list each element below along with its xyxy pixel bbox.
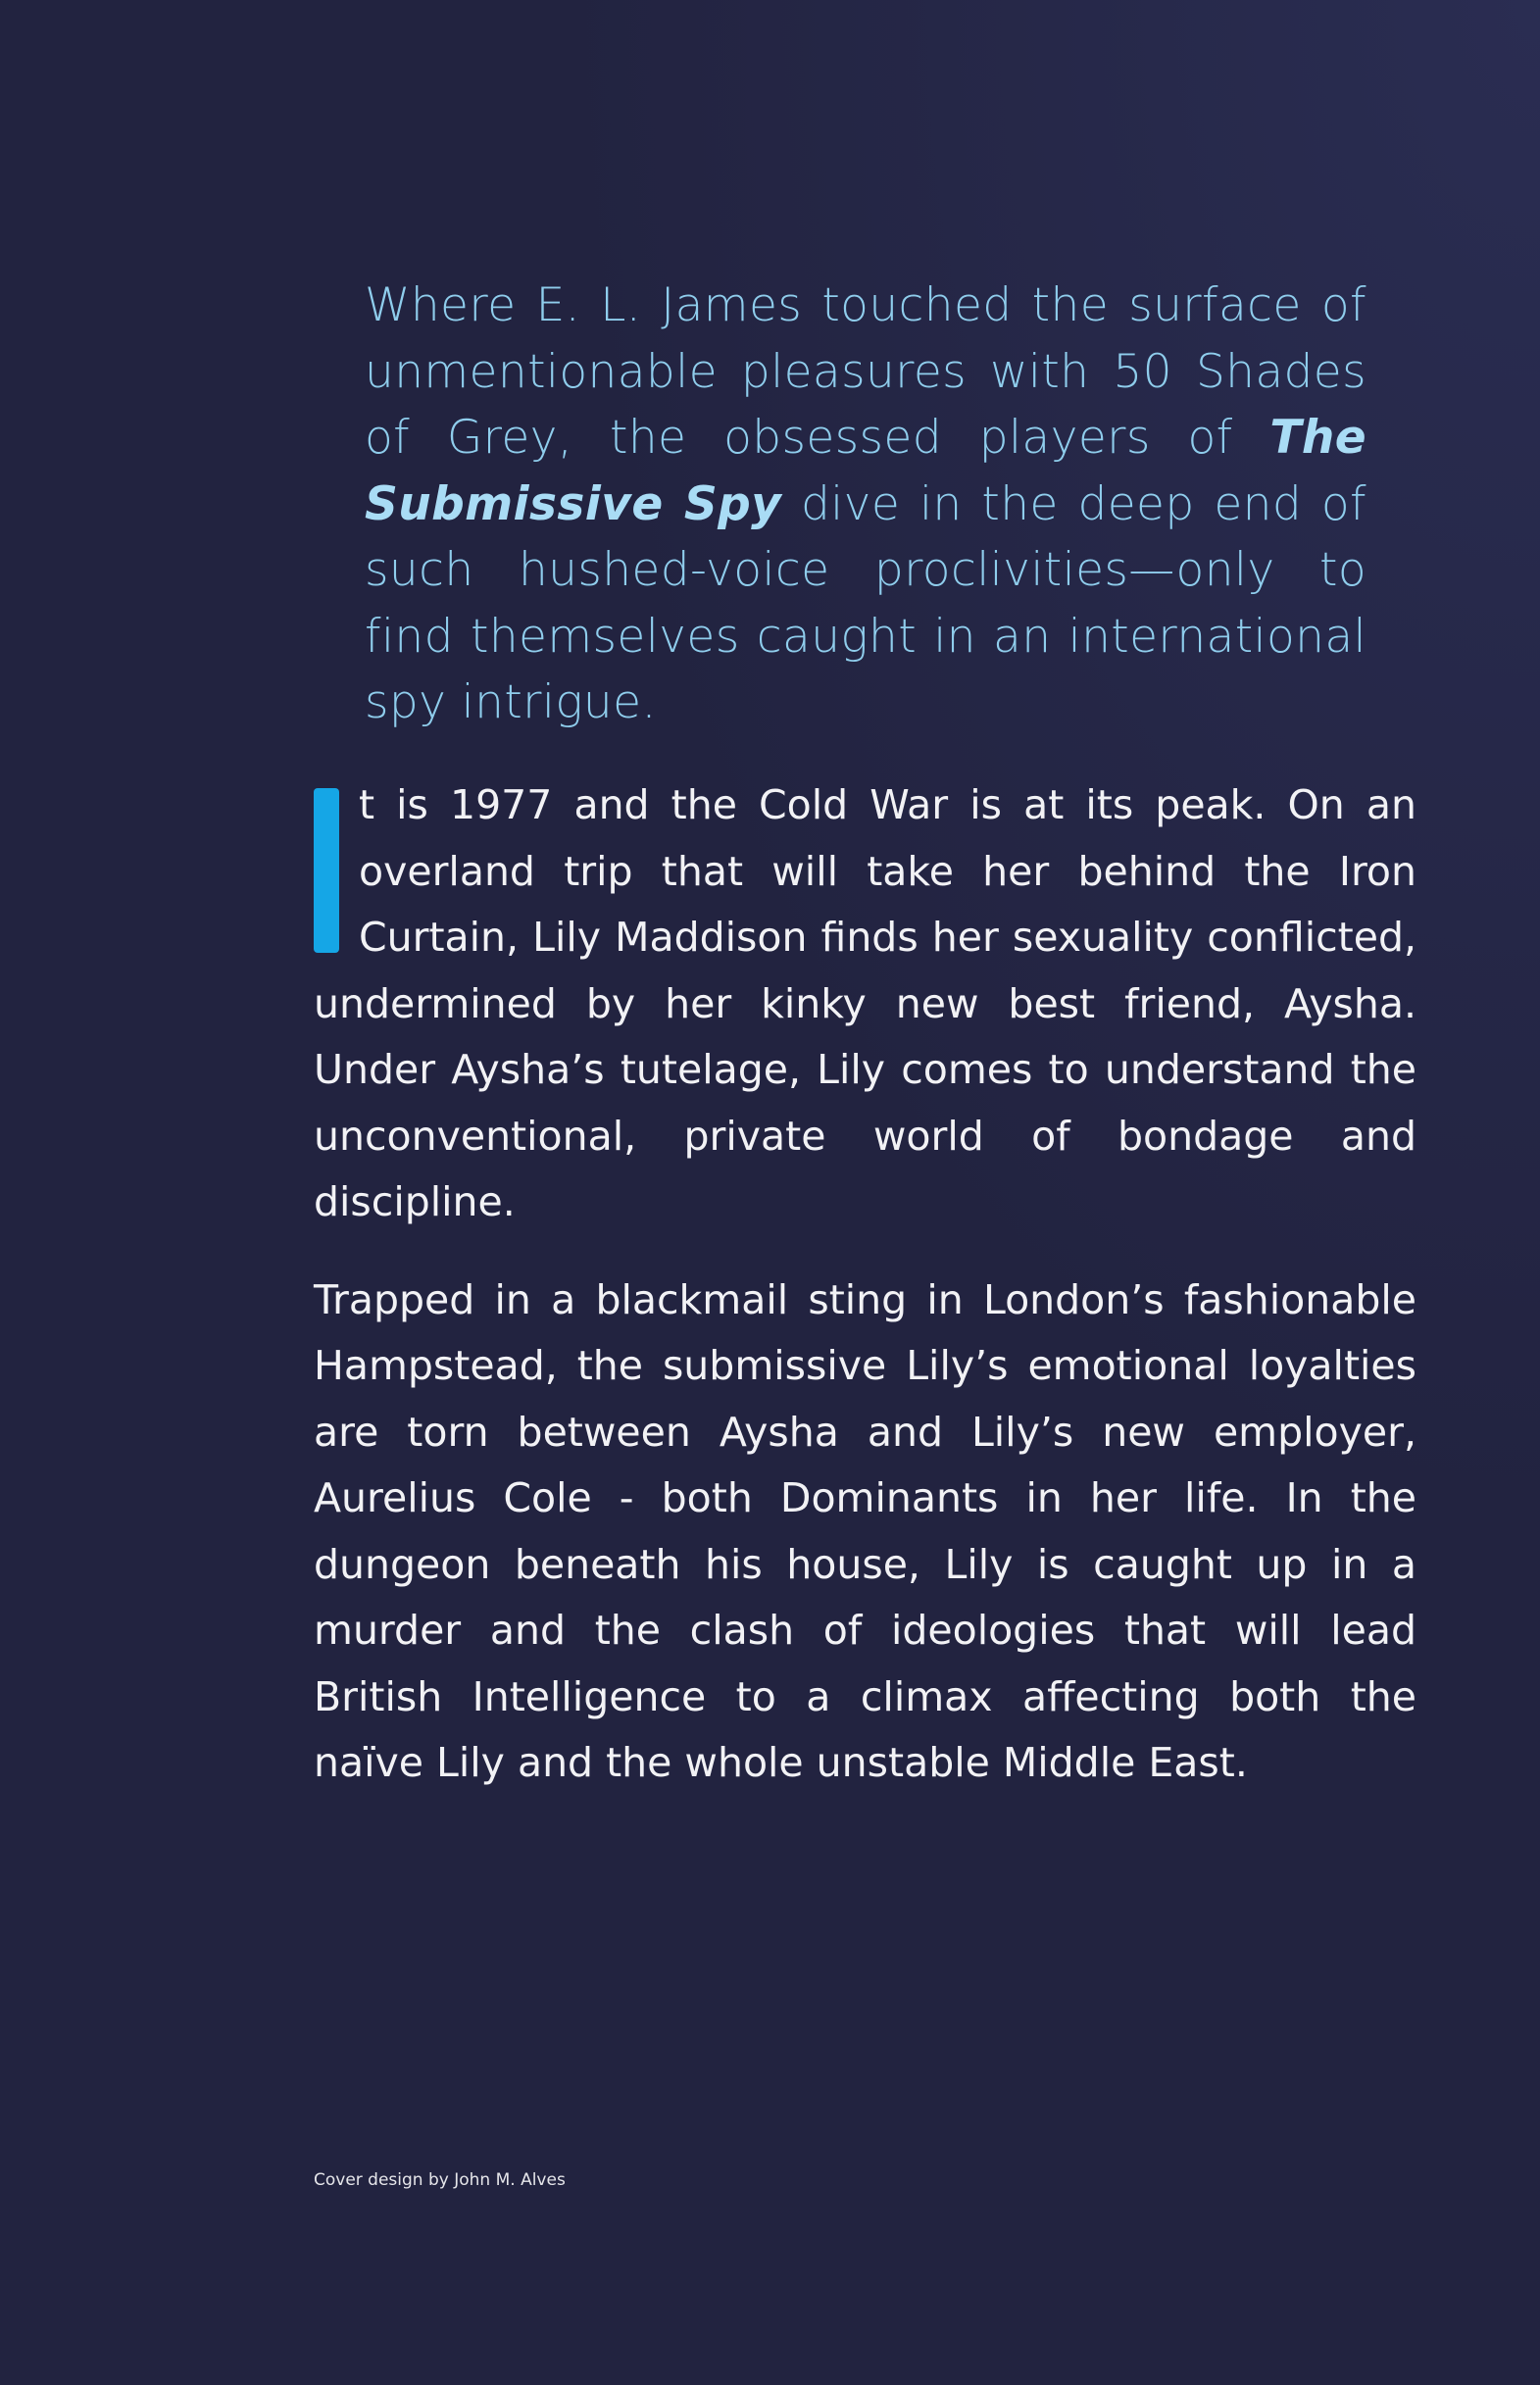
drop-cap-letter <box>314 788 339 953</box>
cover-blurb <box>365 273 1366 736</box>
cover-design-credit: Cover design by John M. Alves <box>314 2170 566 2190</box>
book-title: The Submissive Spy <box>365 411 1366 531</box>
synopsis-paragraph-1-text: t is 1977 and the Cold War is at its peak. On an overland trip that will take her behind the Iron Curtain, Lily Maddison finds her sexuality conflicted, undermined by her kinky new best friend, Aysha. Under Aysha’s tutelage, Lily comes to understand the unconventional, private world of bondage and discipline. <box>314 781 1416 1225</box>
blurb-text-start: Where E. L. James touched the surface of unmentionable pleasures with 50 Shades of Grey, the obsessed players of <box>365 278 1366 465</box>
synopsis-paragraph-2: Trapped in a blackmail sting in London’s fashionable Hampstead, the submissive Lily’s emotional loyalties are torn between Aysha and Lily’s new employer, Aurelius Cole - both Dominants in her life. In the dungeon beneath his house, Lily is caught up in a murder and the clash of ideologies that will lead British Intelligence to a climax affecting both the naïve Lily and the whole unstable Middle East. <box>314 1275 1416 1786</box>
synopsis-paragraph-1 <box>314 772 1416 1236</box>
blurb-text-end: dive in the deep end of such hushed-voice proclivities—only to find themselves caught in an international spy intrigue. <box>365 476 1366 729</box>
synopsis <box>314 772 1416 1797</box>
